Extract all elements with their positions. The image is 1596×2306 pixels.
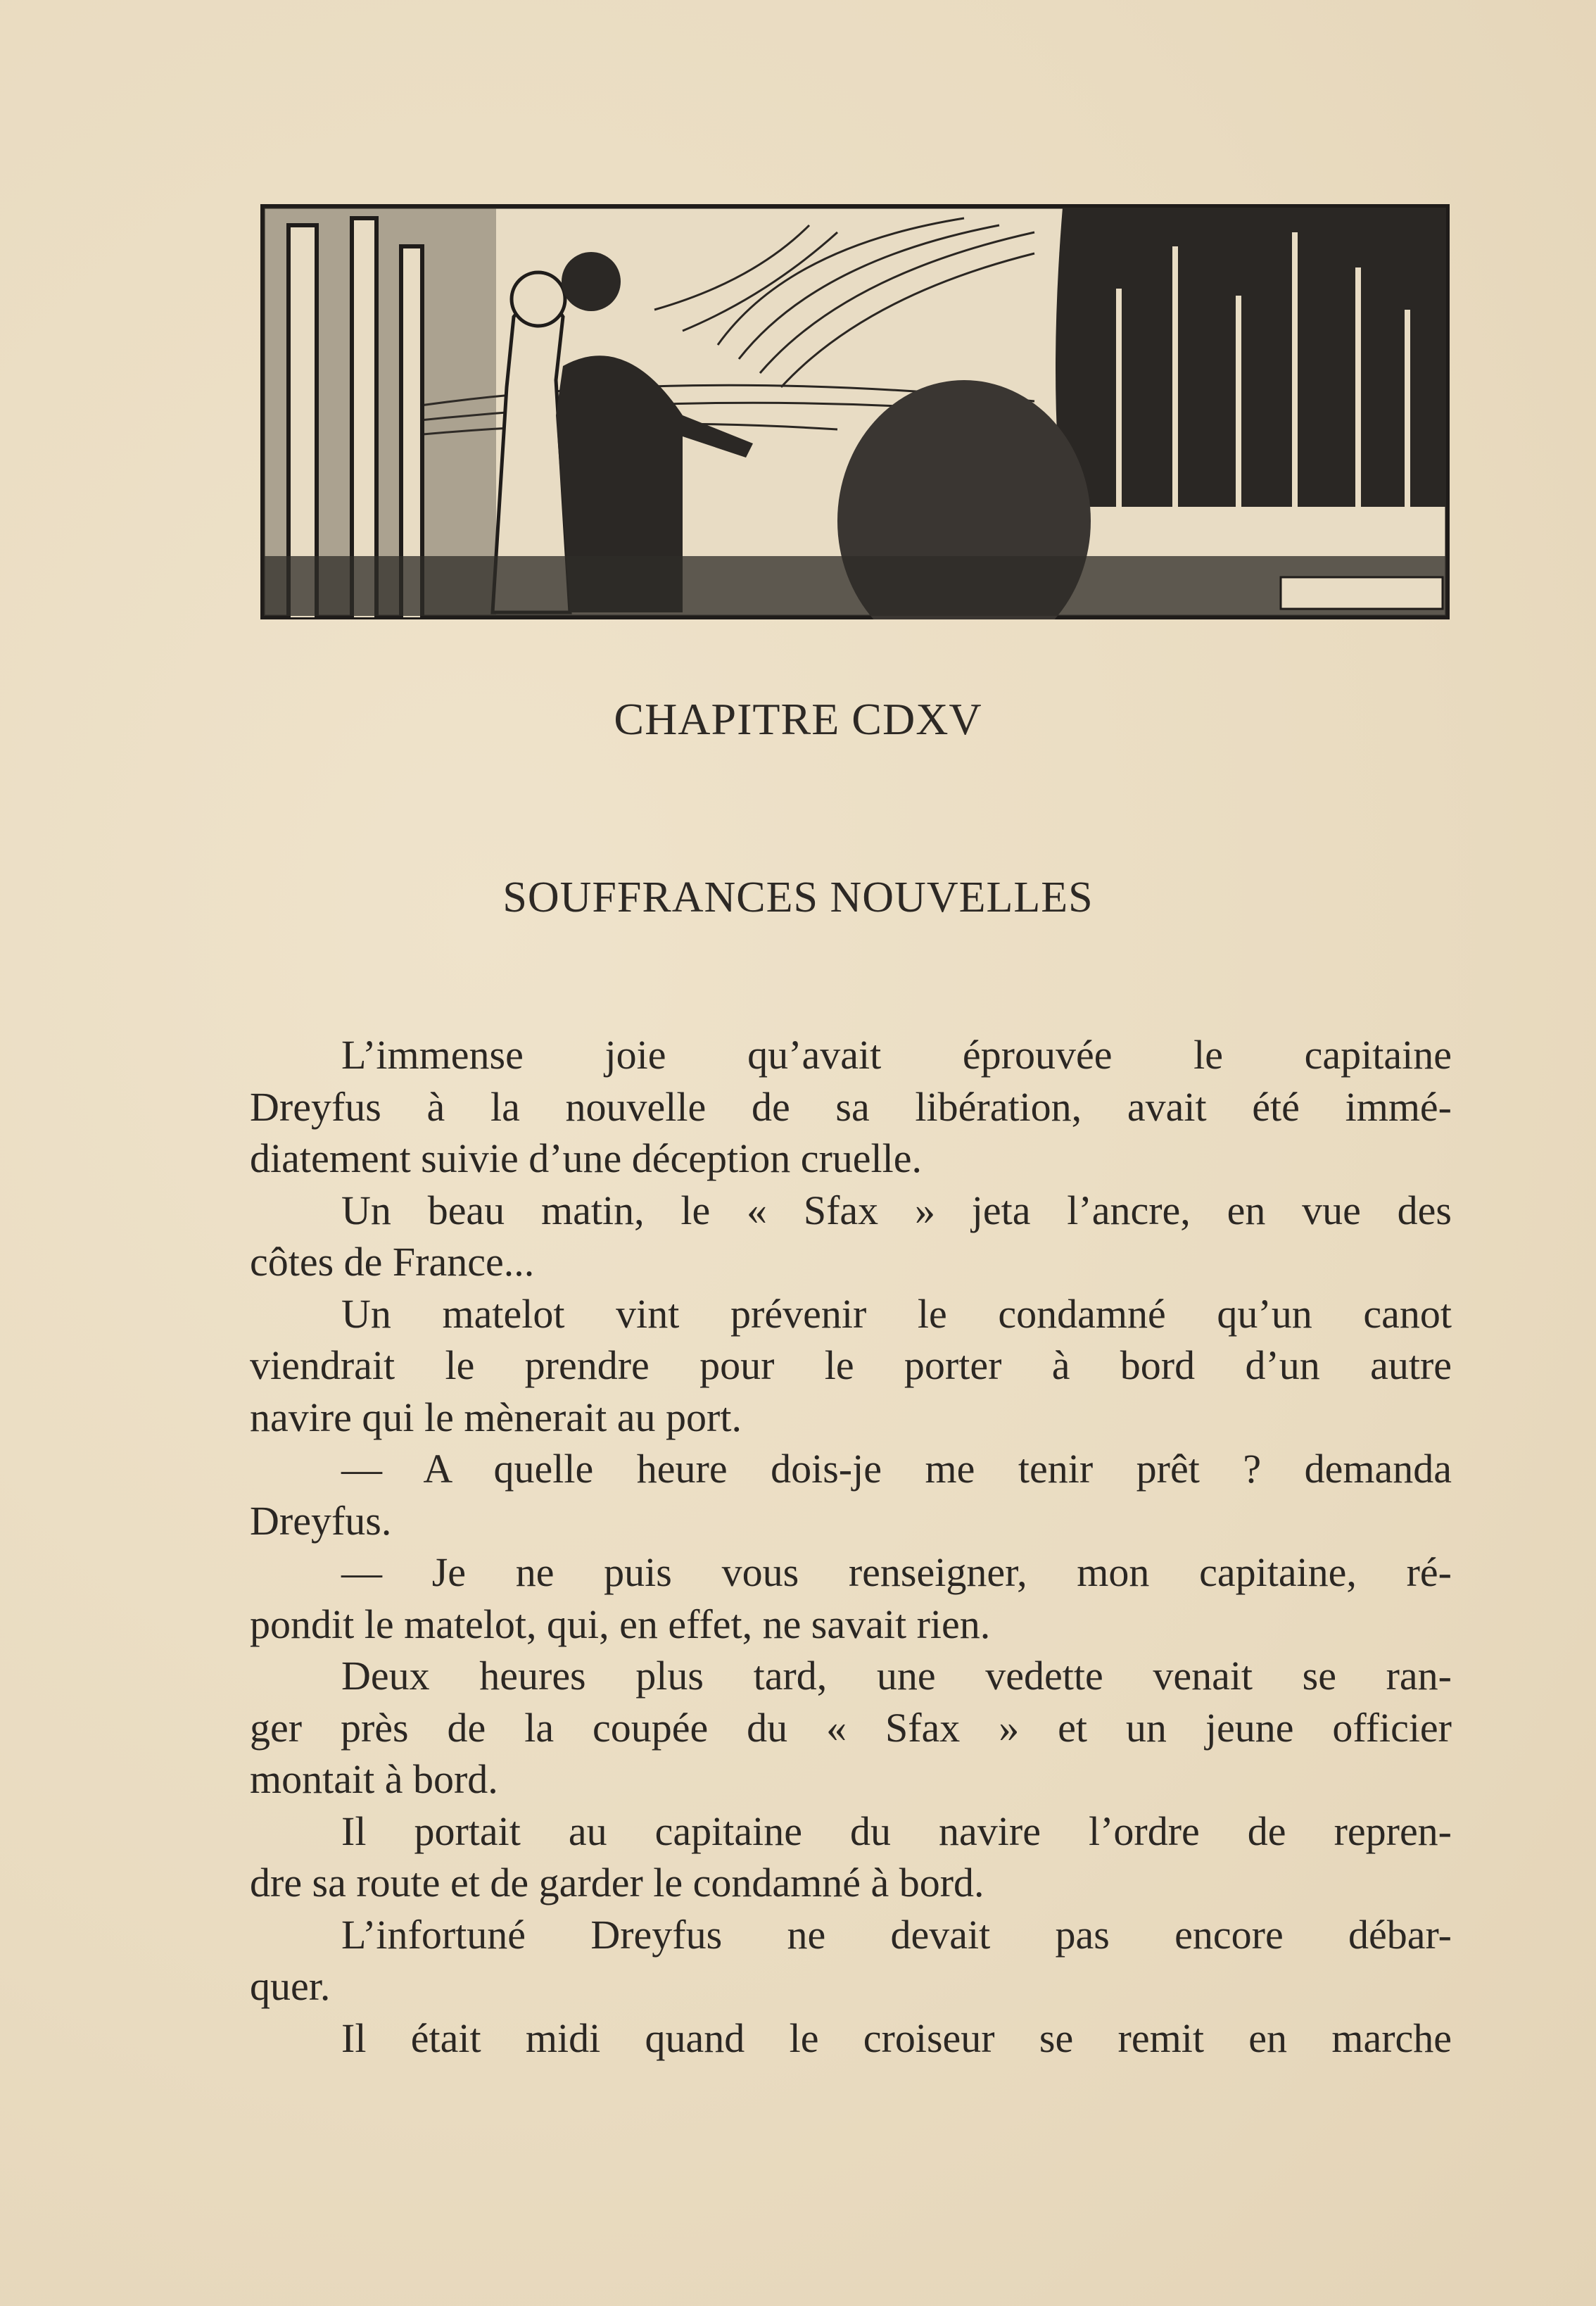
text-line: navire qui le mènerait au port.: [250, 1394, 742, 1440]
body-text: [250, 1029, 1452, 2064]
text-line: diatement suivie d’une déception cruelle.: [250, 1135, 923, 1181]
text-line: pondit le matelot, qui, en effet, ne savait rien.: [250, 1601, 991, 1647]
text-line: Il était midi quand le croiseur se remit en marche: [341, 2015, 1452, 2061]
text-line: ger près de la coupée du « Sfax » et un jeune officier: [250, 1704, 1452, 1751]
text-line: Dreyfus à la nouvelle de sa libération, avait été immé-: [250, 1083, 1452, 1130]
couple-landscape-illustration-icon: [260, 204, 1450, 619]
text-line: Un matelot vint prévenir le condamné qu’un canot: [341, 1290, 1452, 1337]
text-line: L’immense joie qu’avait éprouvée le capitaine: [341, 1032, 1452, 1078]
chapter-title: CHAPITRE CDXV: [614, 694, 982, 744]
text-line: Deux heures plus tard, une vedette venait se ran-: [341, 1653, 1452, 1699]
text-line: Il portait au capitaine du navire l’ordre de repren-: [341, 1808, 1452, 1854]
text-line: — A quelle heure dois-je me tenir prêt ? demanda: [341, 1446, 1452, 1492]
text-line: L’infortuné Dreyfus ne devait pas encore débar-: [341, 1911, 1452, 1958]
text-line: montait à bord.: [250, 1756, 498, 1802]
text-line: Un beau matin, le « Sfax » jeta l’ancre, en vue des: [341, 1187, 1452, 1233]
text-line: quer.: [250, 1963, 331, 2009]
text-line: dre sa route et de garder le condamné à bord.: [250, 1860, 984, 1905]
chapter-subtitle: SOUFFRANCES NOUVELLES: [502, 874, 1094, 921]
chapter-header-illustration: [260, 204, 1450, 619]
text-line: viendrait le prendre pour le porter à bord d’un autre: [250, 1342, 1452, 1388]
text-line: côtes de France...: [250, 1239, 535, 1285]
text-line: — Je ne puis vous renseigner, mon capitaine, ré-: [341, 1549, 1452, 1595]
text-line: Dreyfus.: [250, 1497, 392, 1544]
